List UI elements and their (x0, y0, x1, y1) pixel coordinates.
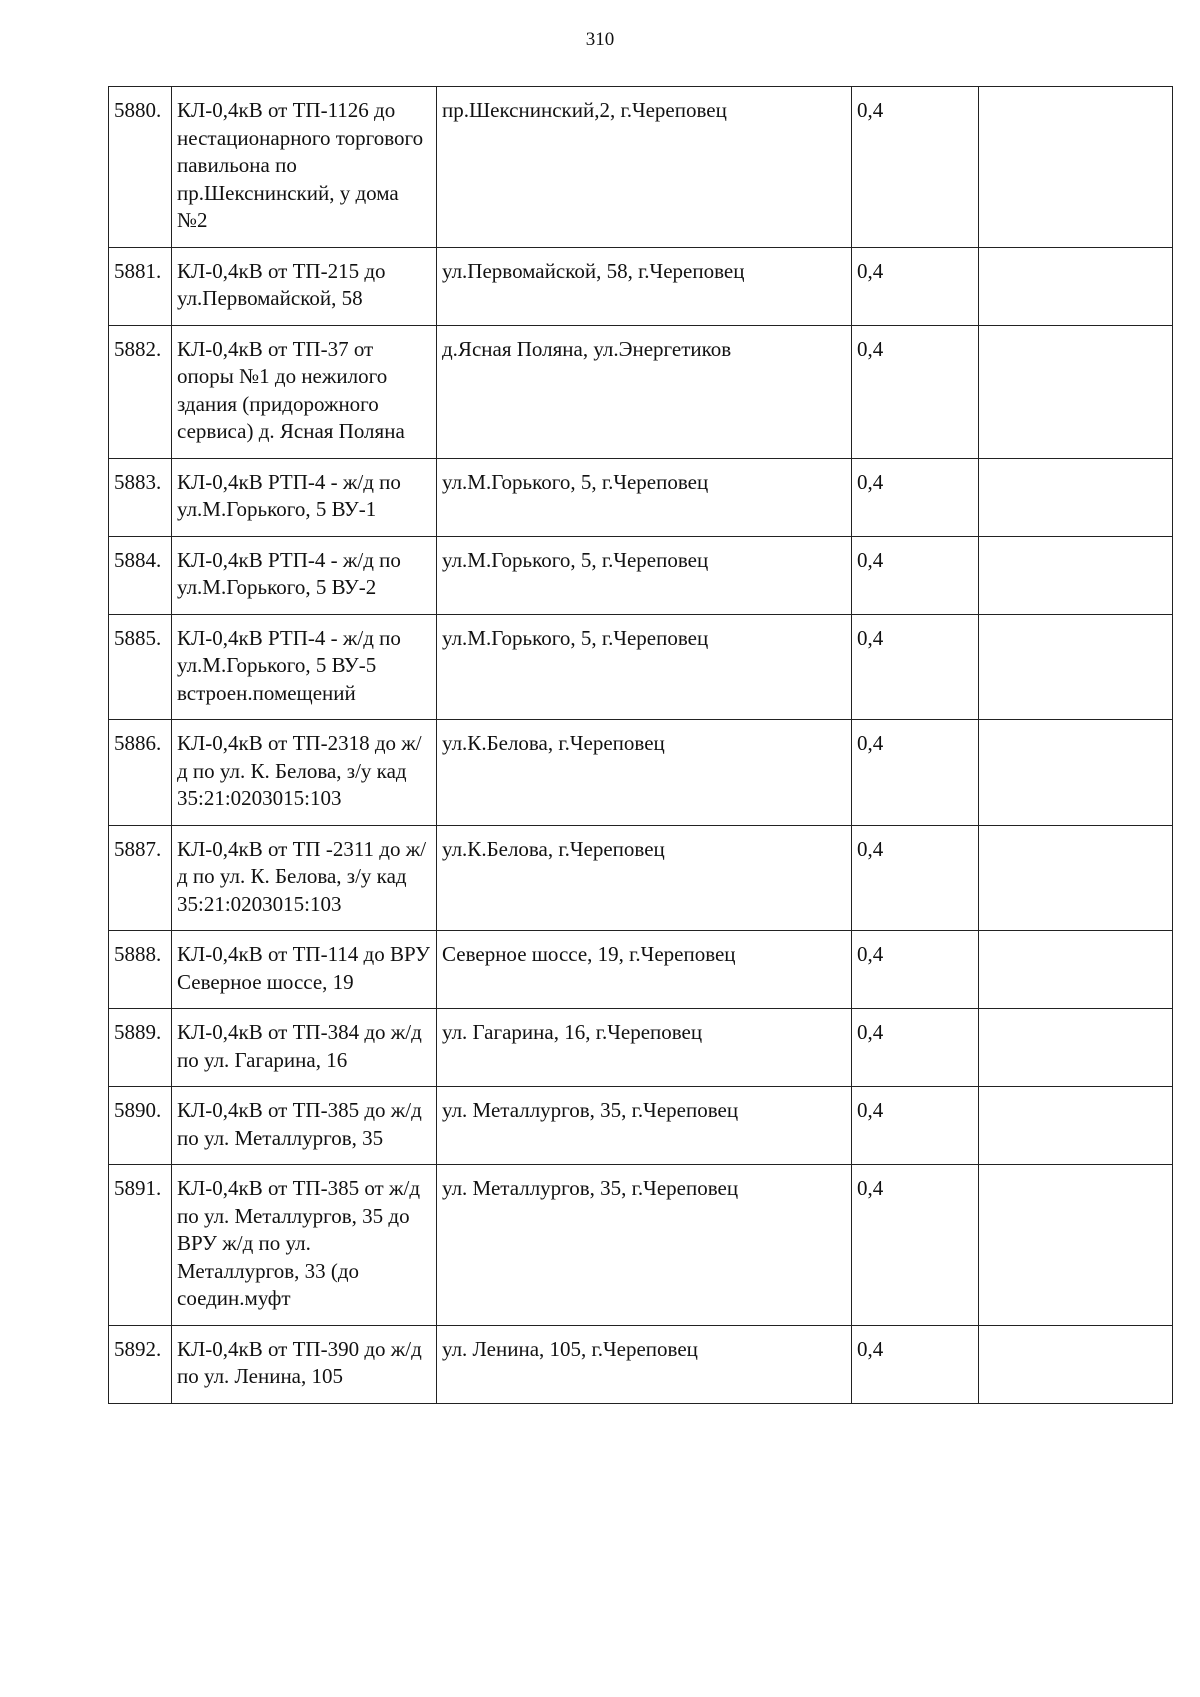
line-voltage: 0,4 (852, 536, 979, 614)
row-number: 5887. (109, 825, 172, 931)
line-voltage: 0,4 (852, 1165, 979, 1326)
line-voltage: 0,4 (852, 1087, 979, 1165)
line-address: ул.Первомайской, 58, г.Череповец (437, 247, 852, 325)
line-address: ул.К.Белова, г.Череповец (437, 720, 852, 826)
line-voltage: 0,4 (852, 458, 979, 536)
line-address: ул.К.Белова, г.Череповец (437, 825, 852, 931)
line-address: ул.М.Горького, 5, г.Череповец (437, 458, 852, 536)
line-voltage: 0,4 (852, 720, 979, 826)
line-extra (979, 825, 1173, 931)
line-extra (979, 536, 1173, 614)
line-extra (979, 720, 1173, 826)
table-row (109, 1325, 1173, 1403)
table-row (109, 536, 1173, 614)
line-extra (979, 458, 1173, 536)
page-number: 310 (585, 29, 615, 50)
line-name: КЛ-0,4кВ от ТП-385 от ж/д по ул. Металлургов, 35 до ВРУ ж/д по ул. Металлургов, 33 (до соедин.муфт (172, 1165, 437, 1326)
line-name: КЛ-0,4кВ РТП-4 - ж/д по ул.М.Горького, 5 ВУ-5 встроен.помещений (172, 614, 437, 720)
line-extra (979, 1165, 1173, 1326)
table-row (109, 931, 1173, 1009)
line-name: КЛ-0,4кВ от ТП -2311 до ж/д по ул. К. Белова, з/у кад 35:21:0203015:103 (172, 825, 437, 931)
line-extra (979, 1009, 1173, 1087)
line-name: КЛ-0,4кВ от ТП-2318 до ж/д по ул. К. Белова, з/у кад 35:21:0203015:103 (172, 720, 437, 826)
line-extra (979, 1325, 1173, 1403)
line-name: КЛ-0,4кВ от ТП-37 от опоры №1 до нежилого здания (придорожного сервиса) д. Ясная Поляна (172, 325, 437, 458)
line-extra (979, 1087, 1173, 1165)
line-voltage: 0,4 (852, 614, 979, 720)
row-number: 5892. (109, 1325, 172, 1403)
line-address: ул. Ленина, 105, г.Череповец (437, 1325, 852, 1403)
line-address: ул. Металлургов, 35, г.Череповец (437, 1165, 852, 1326)
table-row (109, 720, 1173, 826)
table-row (109, 458, 1173, 536)
line-voltage: 0,4 (852, 325, 979, 458)
line-name: КЛ-0,4кВ от ТП-1126 до нестационарного торгового павильона по пр.Шекснинский, у дома №2 (172, 87, 437, 248)
line-extra (979, 614, 1173, 720)
row-number: 5882. (109, 325, 172, 458)
line-name: КЛ-0,4кВ от ТП-390 до ж/д по ул. Ленина, 105 (172, 1325, 437, 1403)
table-row (109, 325, 1173, 458)
line-voltage: 0,4 (852, 825, 979, 931)
row-number: 5891. (109, 1165, 172, 1326)
row-number: 5883. (109, 458, 172, 536)
registry-table (108, 86, 1173, 1404)
line-extra (979, 247, 1173, 325)
line-name: КЛ-0,4кВ РТП-4 - ж/д по ул.М.Горького, 5 ВУ-2 (172, 536, 437, 614)
line-address: д.Ясная Поляна, ул.Энергетиков (437, 325, 852, 458)
row-number: 5885. (109, 614, 172, 720)
line-extra (979, 87, 1173, 248)
row-number: 5880. (109, 87, 172, 248)
line-voltage: 0,4 (852, 247, 979, 325)
line-address: пр.Шекснинский,2, г.Череповец (437, 87, 852, 248)
line-voltage: 0,4 (852, 1325, 979, 1403)
table-row (109, 1165, 1173, 1326)
line-address: ул.М.Горького, 5, г.Череповец (437, 614, 852, 720)
line-name: КЛ-0,4кВ от ТП-384 до ж/д по ул. Гагарина, 16 (172, 1009, 437, 1087)
row-number: 5881. (109, 247, 172, 325)
line-extra (979, 325, 1173, 458)
line-name: КЛ-0,4кВ от ТП-385 до ж/д по ул. Металлургов, 35 (172, 1087, 437, 1165)
line-voltage: 0,4 (852, 87, 979, 248)
row-number: 5884. (109, 536, 172, 614)
line-address: ул.М.Горького, 5, г.Череповец (437, 536, 852, 614)
line-voltage: 0,4 (852, 1009, 979, 1087)
table-row (109, 1009, 1173, 1087)
row-number: 5886. (109, 720, 172, 826)
line-address: Северное шоссе, 19, г.Череповец (437, 931, 852, 1009)
line-extra (979, 931, 1173, 1009)
table-row (109, 614, 1173, 720)
line-name: КЛ-0,4кВ от ТП-114 до ВРУ Северное шоссе, 19 (172, 931, 437, 1009)
line-address: ул. Металлургов, 35, г.Череповец (437, 1087, 852, 1165)
table-row (109, 87, 1173, 248)
row-number: 5889. (109, 1009, 172, 1087)
line-name: КЛ-0,4кВ от ТП-215 до ул.Первомайской, 58 (172, 247, 437, 325)
table-row (109, 825, 1173, 931)
line-address: ул. Гагарина, 16, г.Череповец (437, 1009, 852, 1087)
line-voltage: 0,4 (852, 931, 979, 1009)
table-row (109, 247, 1173, 325)
line-name: КЛ-0,4кВ РТП-4 - ж/д по ул.М.Горького, 5 ВУ-1 (172, 458, 437, 536)
table-row (109, 1087, 1173, 1165)
row-number: 5890. (109, 1087, 172, 1165)
row-number: 5888. (109, 931, 172, 1009)
